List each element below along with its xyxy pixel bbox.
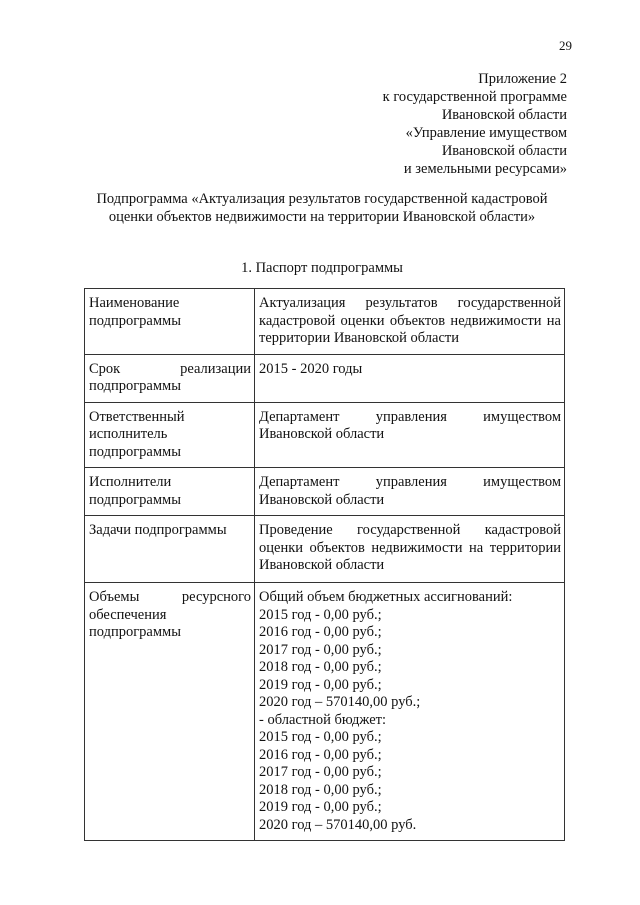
- row-value: Департамент управления имуществом Ивановской области: [255, 468, 565, 516]
- row-label: Объемы ресурсного обеспечения подпрограммы: [85, 583, 255, 841]
- section-heading: 1. Паспорт подпрограммы: [241, 260, 403, 276]
- row-value: Актуализация результатов государственной кадастровой оценки объектов недвижимости на территории Ивановской области: [255, 289, 565, 355]
- table-row: [85, 583, 565, 841]
- appendix-line: Ивановской области: [441, 143, 567, 159]
- budget-line: 2016 год - 0,00 руб.;: [259, 624, 382, 640]
- row-label: Исполнители подпрограммы: [85, 468, 255, 516]
- budget-line: 2018 год - 0,00 руб.;: [259, 659, 382, 675]
- budget-line: 2020 год – 570140,00 руб.;: [259, 694, 421, 710]
- row-value: 2015 - 2020 годы: [255, 354, 565, 402]
- appendix-line: Ивановской области: [441, 107, 567, 123]
- budget-line: 2016 год - 0,00 руб.;: [259, 746, 382, 763]
- budget-line: 2015 год - 0,00 руб.;: [259, 729, 382, 745]
- row-label: Задачи подпрограммы: [85, 516, 255, 583]
- row-value: Департамент управления имуществом Ивановской области: [255, 402, 565, 468]
- budget-line: 2019 год - 0,00 руб.;: [259, 799, 382, 815]
- passport-table: [84, 288, 565, 841]
- row-value: Проведение государственной кадастровой оценки объектов недвижимости на территории Ивановской области: [255, 516, 565, 583]
- budget-line: 2018 год - 0,00 руб.;: [259, 781, 382, 798]
- table-row: [85, 402, 565, 468]
- appendix-line: к государственной программе: [382, 89, 567, 105]
- table-row: [85, 289, 565, 355]
- row-label: Срок реализации подпрограммы: [85, 354, 255, 402]
- budget-line: 2019 год - 0,00 руб.;: [259, 676, 382, 693]
- row-label: Ответственный исполнитель подпрограммы: [85, 402, 255, 468]
- appendix-header: [383, 70, 567, 178]
- budget-line: Общий объем бюджетных ассигнований:: [259, 589, 513, 605]
- table-row: [85, 354, 565, 402]
- budget-line: 2020 год – 570140,00 руб.: [259, 816, 417, 833]
- subprogram-title: Подпрограмма «Актуализация результатов государственной кадастровой оценки объектов недвижимости на территории Ивановской области»: [96, 191, 548, 225]
- budget-line: - областной бюджет:: [259, 711, 387, 728]
- budget-line: 2017 год - 0,00 руб.;: [259, 764, 382, 780]
- table-row: [85, 516, 565, 583]
- row-value-budget: [255, 583, 565, 841]
- appendix-line: «Управление имуществом: [405, 125, 567, 141]
- budget-line: 2017 год - 0,00 руб.;: [259, 641, 382, 658]
- page-number: 29: [559, 38, 572, 53]
- row-label: Наименование подпрограммы: [85, 289, 255, 355]
- appendix-line: и земельными ресурсами»: [403, 161, 567, 177]
- appendix-line: Приложение 2: [478, 71, 567, 87]
- table-row: [85, 468, 565, 516]
- budget-line: 2015 год - 0,00 руб.;: [259, 606, 382, 623]
